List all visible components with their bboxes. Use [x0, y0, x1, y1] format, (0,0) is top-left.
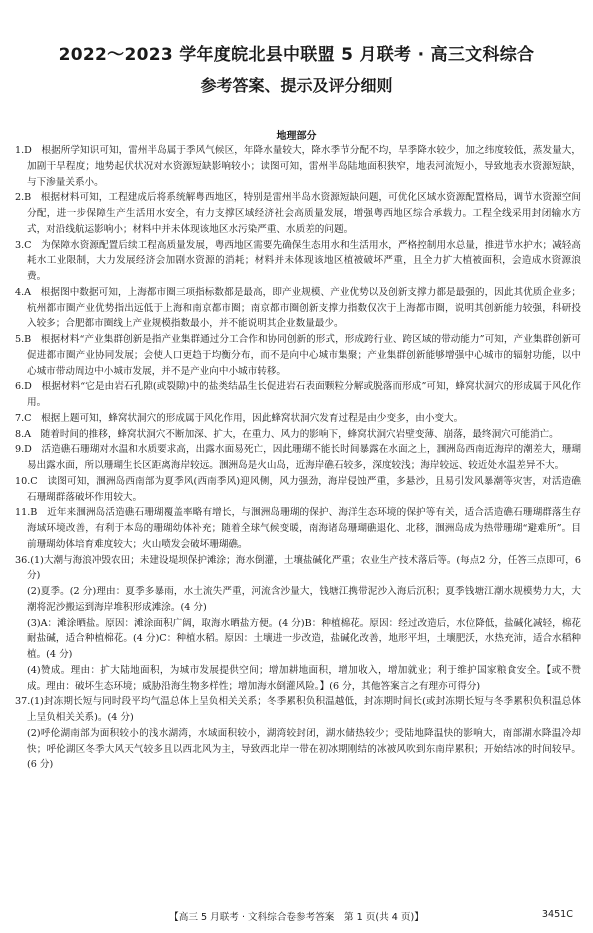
document-subtitle: 参考答案、提示及评分细则	[200, 76, 393, 95]
answer-item-4: 4.A 根据图中数据可知，上海都市圈三项指标数都是最高，即产业规模、产业优势以及创新支撑力都是最强的，因此其优质企业多；杭州都市圈产业优势指出远低于上海和南京都市圈；南京都市圈创新支撑力指数仅次于上海都市圈，说明其创新能力较强，科研投入较多；合肥都市圈线上产业规模指数最小，并不能说明其企业数量最少。	[15, 286, 581, 330]
answer-item-36-part2: (2)夏季。(2 分)理由：夏季多暴雨，水土流失严重，河流含沙量大，钱塘江携带泥沙入海后沉积；夏季钱塘江潮水规模势力大，大潮将泥沙搬运到海岸堆积形成滩涂。(4 分)	[27, 586, 581, 613]
page-footer	[0, 909, 593, 925]
document-title: 2022～2023 学年度皖北县中联盟 5 月联考 · 高三文科综合	[58, 45, 535, 65]
answer-item-9: 9.D 活造礁石珊瑚对水温和水质要求高，出露水面易死亡，因此珊瑚不能长时间暴露在水面之上，涠洲岛西南近海岸的潮差大，珊瑚易出露水面，所以珊瑚生长区距离海岸较远。涠洲岛是火山岛，近海岸礁石较多，深度较浅；海岸较远、较近处水温差异不大。	[15, 444, 581, 471]
answer-list	[15, 143, 581, 773]
answer-item-36-part3: (3)A：滩涂晒盐。原因：滩涂面积广阔，取海水晒盐方便。(4 分)B：种植棉花。原因：经过改造后，水位降低，盐碱化减轻，棉花耐盐碱，适合种植棉花。(4 分)C：种植水稻。原因：土壤进一步改造，盐碱化改善，地形平坦，土壤肥沃，水热充沛，适合水稻种植。(4 分)	[27, 617, 581, 660]
answer-item-11: 11.B 近年来涠洲岛活造礁石珊瑚覆盖率略有增长，与涠洲岛珊瑚的保护、海洋生态环境的保护等有关，适合活造礁石珊瑚群落生存海域环境改善，有利于本岛的珊瑚幼体补充；随着全球气候变暖，南海诸岛珊瑚礁退化、北移，涠洲岛成为热带珊瑚“避难所”。目前珊瑚幼体培育难度较大；火山喷发会破坏珊瑚礁。	[15, 507, 581, 550]
answer-item-1: 1.D 根据所学知识可知，雷州半岛属于季风气候区，年降水量较大，降水季节分配不均，旱季降水较少，加之纬度较低，蒸发量大，加剧干旱程度；地势起伏状况对水资源短缺影响较小；读图可知，雷州半岛陆地面积狭窄，地表河流短小，导致地表水资源短缺，与下渗量关系小。	[15, 145, 581, 188]
footer-code: 3451C	[541, 909, 573, 920]
answer-item-3: 3.C 为保障水资源配置后续工程高质量发展，粤西地区需要先确保生态用水和生活用水，严格控制用水总量，推进节水护水；减轻高耗水工业限制，大力发展经济会加剧水资源的消耗；材料并未体现该地区植被破坏严重，且全力扩大植被面积，会造成水资源浪费。	[15, 239, 581, 282]
answer-item-5: 5.B 根据材料“产业集群创新是指产业集群通过分工合作和协同创新的形式，形成跨行业、跨区域的带动能力”可知，产业集群创新可促进都市圈产业协同发展；会使人口更趋于均衡分布，而不是向中心城市集聚；产业集群创新能够增强中心城市的辐射功能，以中心城市带动周边中小城市发展，并不是产业向中小城市转移。	[15, 334, 581, 377]
answer-item-7: 7.C 根据上题可知，蜂窝状洞穴的形成属于风化作用，因此蜂窝状洞穴发育过程是由少变多，由小变大。	[15, 412, 464, 424]
section-title: 地理部分	[276, 131, 317, 142]
answer-item-8: 8.A 随着时间的推移，蜂窝状洞穴不断加深、扩大，在重力、风力的影响下，蜂窝状洞穴岩壁变薄、崩落，最终洞穴可能消亡。	[15, 428, 559, 440]
answer-item-2: 2.B 根据材料可知，工程建成后将系统解粤西地区，特别是雷州半岛水资源短缺问题，可优化区域水资源配置格局，调节水资源空间分配，进一步保障生产生活用水安全，有力支撑区域经济社会高质量发展，增强粤西地区综合承载力。工程全线采用封闭输水方式，对沿线航运影响小；材料中并未体现该地区水污染严重、水质差的问题。	[15, 192, 581, 235]
answer-item-36-part1: 36.(1)大潮与海浪冲毁农田；未建设堤坝保护滩涂；海水倒灌，土壤盐碱化严重；农业生产技术落后等。(每点2 分，任答三点即可，6 分)	[15, 554, 581, 582]
footer-page-info: 【高三 5 月联考 · 文科综合卷参考答案 第 1 页(共 4 页)】	[169, 912, 424, 923]
answer-item-37-part2: (2)呼伦湖南部为面积较小的浅水湖湾，水域面积较小，湖湾较封闭，湖水储热较少；受陆地降温快的影响大，南部湖水降温冷却快；呼伦湖区冬季大风天气较多且以西北风为主，导致西北岸一带在初冰期刚结的冰被风吹到东南岸累积；开始结冰的时间较早。(6 分)	[27, 727, 581, 771]
answer-item-6: 6.D 根据材料“它是由岩石孔隙(或裂隙)中的盐类结晶生长促进岩石表面颗粒分解或脱落而形成”可知，蜂窝状洞穴的形成属于风化作用。	[15, 381, 581, 408]
answer-item-37-part1: 37.(1)封冻期长短与同时段平均气温总体上呈负相关关系；冬季累积负积温越低，封冻期时间长(或封冻期长短与冬季累积负积温总体上呈负相关关系)。(4 分)	[15, 696, 581, 723]
answer-item-10: 10.C 读图可知，涠洲岛西南部为夏季风(西南季风)迎风侧，风力强劲，海岸侵蚀严重，多悬沙，且易引发风暴潮等灾害，对活造礁石珊瑚群落破坏作用较大。	[15, 475, 581, 503]
answer-item-36-part4: (4)赞成。理由：扩大陆地面积，为城市发展提供空间；增加耕地面积，增加收入，增加就业；利于维护国家粮食安全。【或不赞成。理由：破坏生态环境；威胁沿海生物多样性；增加海水倒灌风险。】(6 分，其他答案言之有理亦可得分)	[27, 664, 581, 692]
